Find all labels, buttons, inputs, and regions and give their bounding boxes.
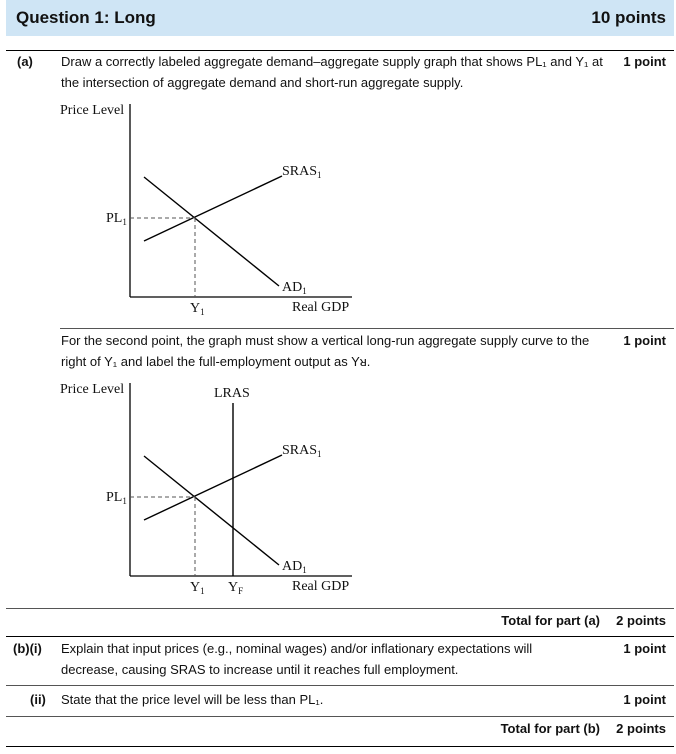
part-b-total-label: Total for part (b) [500, 721, 600, 736]
part-a-second-point-text: For the second point, the graph must show a vertical long-run aggregate supply curve to the right of Y₁ and label the full-employment output as Yᴚ. [61, 333, 590, 369]
part-a-inner-divider [60, 328, 674, 329]
part-b-total-points: 2 points [616, 721, 666, 736]
graph1-pl-label: $PL_1$ [106, 211, 127, 227]
graph2-pl-label: $PL_1$ [106, 490, 127, 506]
part-b-ii-points: 1 point [623, 692, 666, 707]
graph1-ad-label: $AD_1$ [282, 280, 307, 296]
graph2-ad-label: $AD_1$ [282, 559, 307, 575]
part-a-total-label: Total for part (a) [501, 613, 600, 628]
part-b-i-label: (b)(i) [13, 641, 42, 656]
ad-as-graph-2 [60, 374, 390, 604]
part-b-inner-divider [6, 685, 674, 686]
graph1-sras-curve [144, 176, 282, 241]
graph1-y-axis-label: Price Level [60, 103, 125, 118]
graph2-yf-label: $Y_F$ [228, 580, 244, 596]
question-title: Question 1: Long [16, 8, 156, 27]
part-a-second-point-points: 1 point [623, 333, 666, 348]
graph2-lras-label: LRAS [214, 386, 250, 401]
total-a-divider [6, 608, 674, 609]
bottom-divider [6, 746, 674, 747]
graph2-sras-label: $SRAS_1$ [282, 443, 322, 459]
total-b-divider [6, 716, 674, 717]
part-b-ii-text: State that the price level will be less than PL₁. [61, 692, 324, 707]
part-b-ii-label: (ii) [30, 692, 46, 707]
graph2-sras-curve [144, 455, 282, 520]
part-a-label: (a) [17, 54, 33, 69]
graph2-x-axis-label: Real GDP [292, 579, 350, 594]
question-header [6, 0, 674, 36]
part-b-i-points: 1 point [623, 641, 666, 656]
part-a-points: 1 point [623, 54, 666, 69]
part-a-text: Draw a correctly labeled aggregate demand–aggregate supply graph that shows PL₁ and Y₁ at the intersection of aggregate demand and short-run aggregate supply. [61, 54, 603, 90]
part-b-i-text: Explain that input prices (e.g., nominal wages) and/or inflationary expectations will decrease, causing SRAS to increase until it reaches full employment. [61, 641, 533, 677]
part-b-divider [6, 636, 674, 637]
ad-as-graph-1 [60, 95, 390, 325]
graph1-x-axis-label: Real GDP [292, 300, 350, 315]
part-a-total-points: 2 points [616, 613, 666, 628]
graph2-y1-label: $Y_1$ [190, 580, 205, 596]
graph1-y1-label: $Y_1$ [190, 301, 205, 317]
question-points: 10 points [591, 8, 666, 27]
graph1-sras-label: $SRAS_1$ [282, 164, 322, 180]
graph2-y-axis-label: Price Level [60, 382, 125, 397]
